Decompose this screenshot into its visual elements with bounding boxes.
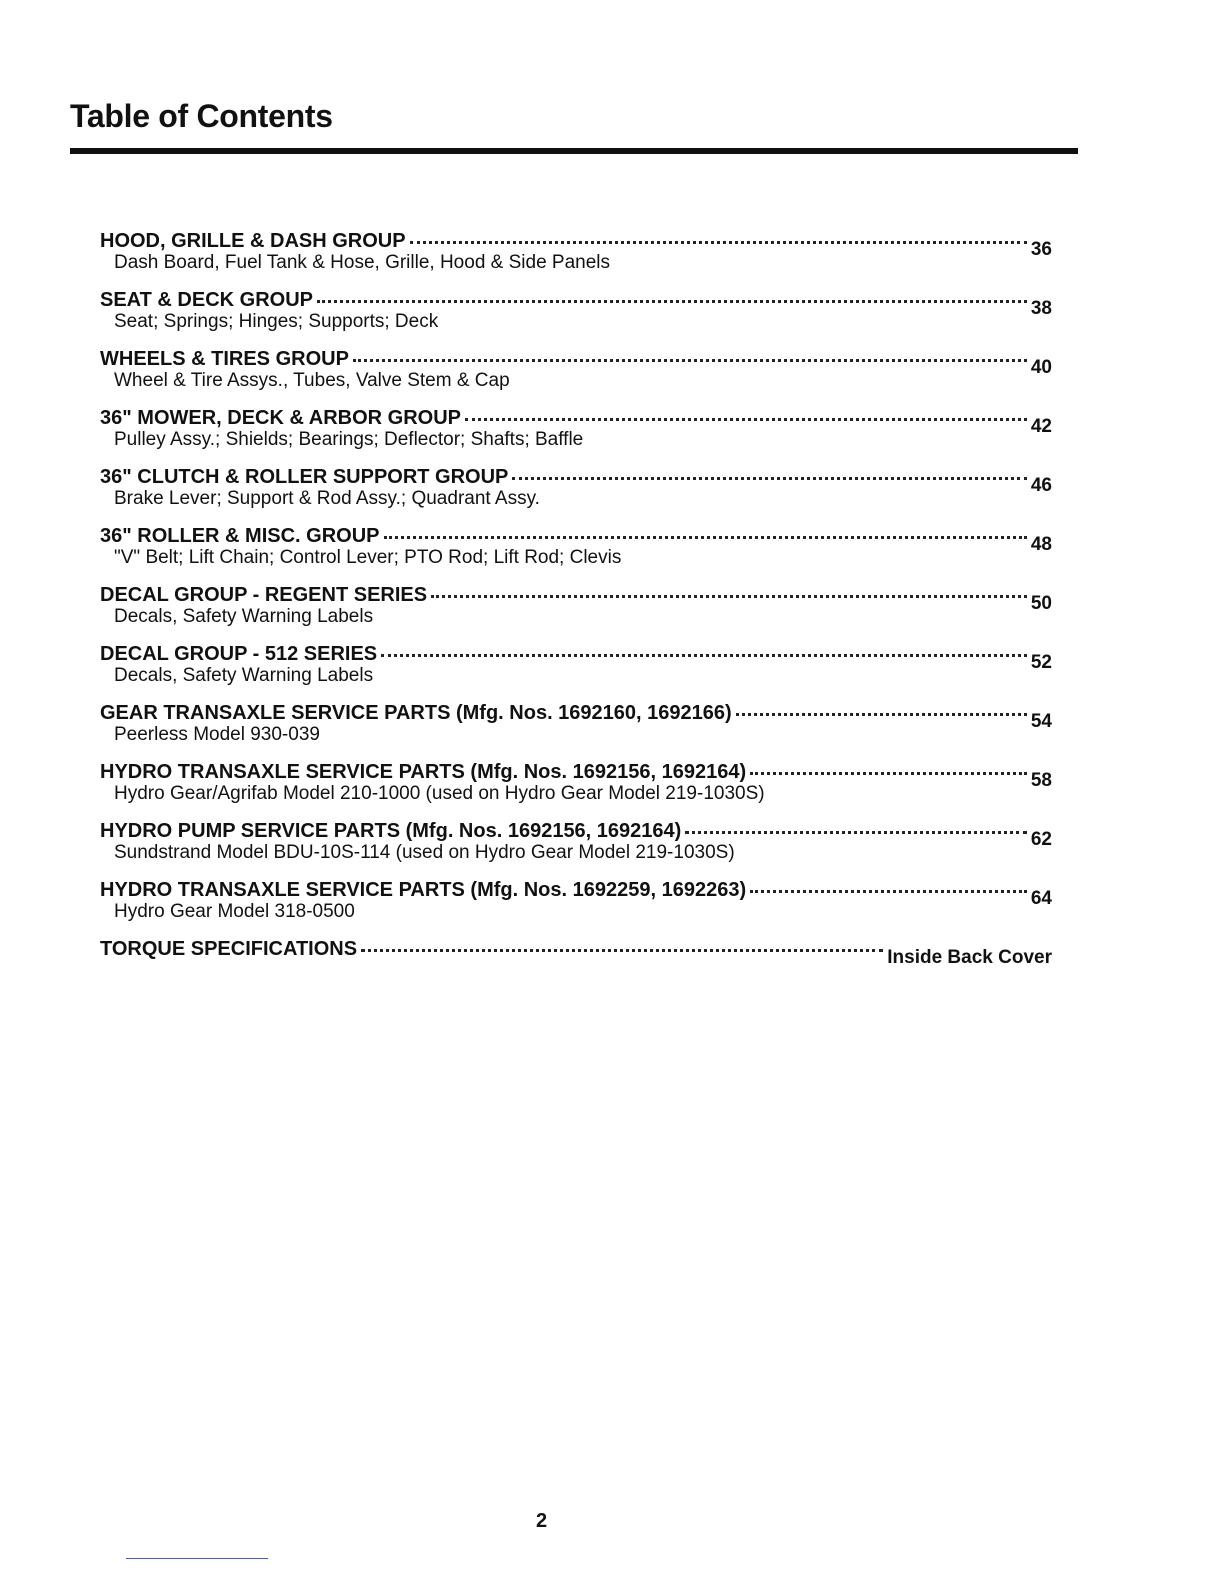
dot-leader	[431, 595, 1027, 598]
toc-description: Sundstrand Model BDU-10S-114 (used on Hydro Gear Model 219-1030S)	[114, 842, 735, 863]
toc-entry	[100, 936, 1052, 995]
toc-heading: SEAT & DECK GROUP	[100, 289, 313, 311]
toc-description: Seat; Springs; Hinges; Supports; Deck	[114, 311, 439, 332]
toc-heading: HOOD, GRILLE & DASH GROUP	[100, 230, 406, 252]
dot-leader	[410, 241, 1027, 244]
toc-entry	[100, 877, 1052, 936]
toc-page-number: 62	[1030, 829, 1052, 850]
dot-leader	[353, 359, 1027, 362]
toc-heading: 36" CLUTCH & ROLLER SUPPORT GROUP	[100, 466, 509, 488]
toc-entry	[100, 523, 1052, 582]
toc-heading: 36" ROLLER & MISC. GROUP	[100, 525, 380, 547]
page-number: 2	[536, 1510, 548, 1532]
dot-leader	[384, 536, 1027, 539]
toc-description: Hydro Gear Model 318-0500	[114, 901, 355, 922]
toc-page-number: 38	[1030, 298, 1052, 319]
toc-heading: HYDRO TRANSAXLE SERVICE PARTS (Mfg. Nos. 1692259, 1692263)	[100, 879, 747, 901]
toc-page-number: 50	[1030, 593, 1052, 614]
title-rule	[70, 148, 1078, 154]
toc-page-number: 36	[1030, 239, 1052, 260]
footer-rule	[126, 1558, 268, 1559]
toc-page-number: 64	[1030, 888, 1052, 909]
toc-description: Dash Board, Fuel Tank & Hose, Grille, Hood & Side Panels	[114, 252, 611, 273]
toc-line	[100, 936, 1052, 968]
toc-description: Wheel & Tire Assys., Tubes, Valve Stem & Cap	[114, 370, 510, 391]
dot-leader	[361, 949, 883, 952]
toc-heading: HYDRO TRANSAXLE SERVICE PARTS (Mfg. Nos. 1692156, 1692164)	[100, 761, 747, 783]
dot-leader	[685, 831, 1027, 834]
dot-leader	[465, 418, 1027, 421]
toc-description: Decals, Safety Warning Labels	[114, 665, 374, 686]
toc-heading: 36" MOWER, DECK & ARBOR GROUP	[100, 407, 461, 429]
toc-description: Brake Lever; Support & Rod Assy.; Quadrant Assy.	[114, 488, 540, 509]
toc-page-number: 46	[1030, 475, 1052, 496]
toc-page-number: 40	[1030, 357, 1052, 378]
page-title: Table of Contents	[70, 98, 333, 134]
toc-entry	[100, 700, 1052, 759]
toc-page-number: 58	[1030, 770, 1052, 791]
toc-heading: GEAR TRANSAXLE SERVICE PARTS (Mfg. Nos. 1692160, 1692166)	[100, 702, 732, 724]
toc-entry	[100, 287, 1052, 346]
toc-description: Peerless Model 930-039	[114, 724, 320, 745]
toc-description: "V" Belt; Lift Chain; Control Lever; PTO Rod; Lift Rod; Clevis	[114, 547, 622, 568]
toc-heading: TORQUE SPECIFICATIONS	[100, 938, 358, 960]
dot-leader	[750, 890, 1027, 893]
toc-description: Pulley Assy.; Shields; Bearings; Deflector; Shafts; Baffle	[114, 429, 584, 450]
toc-heading: DECAL GROUP - 512 SERIES	[100, 643, 378, 665]
toc-page-number: 54	[1030, 711, 1052, 732]
toc-entry	[100, 228, 1052, 287]
dot-leader	[512, 477, 1026, 480]
toc-heading: DECAL GROUP - REGENT SERIES	[100, 584, 428, 606]
dot-leader	[317, 300, 1027, 303]
toc-heading: WHEELS & TIRES GROUP	[100, 348, 349, 370]
toc-heading: HYDRO PUMP SERVICE PARTS (Mfg. Nos. 1692156, 1692164)	[100, 820, 682, 842]
toc-page-number: 48	[1030, 534, 1052, 555]
toc-entry	[100, 464, 1052, 523]
dot-leader	[736, 713, 1027, 716]
toc-entry	[100, 818, 1052, 877]
toc-entry	[100, 759, 1052, 818]
toc-entry	[100, 641, 1052, 700]
dot-leader	[381, 654, 1027, 657]
toc-page-number: 52	[1030, 652, 1052, 673]
toc-page-number: 42	[1030, 416, 1052, 437]
table-of-contents	[100, 228, 1052, 995]
toc-entry	[100, 346, 1052, 405]
toc-entry	[100, 582, 1052, 641]
toc-page-number: Inside Back Cover	[887, 947, 1052, 968]
dot-leader	[750, 772, 1027, 775]
toc-entry	[100, 405, 1052, 464]
toc-description: Hydro Gear/Agrifab Model 210-1000 (used on Hydro Gear Model 219-1030S)	[114, 783, 765, 804]
toc-description: Decals, Safety Warning Labels	[114, 606, 374, 627]
